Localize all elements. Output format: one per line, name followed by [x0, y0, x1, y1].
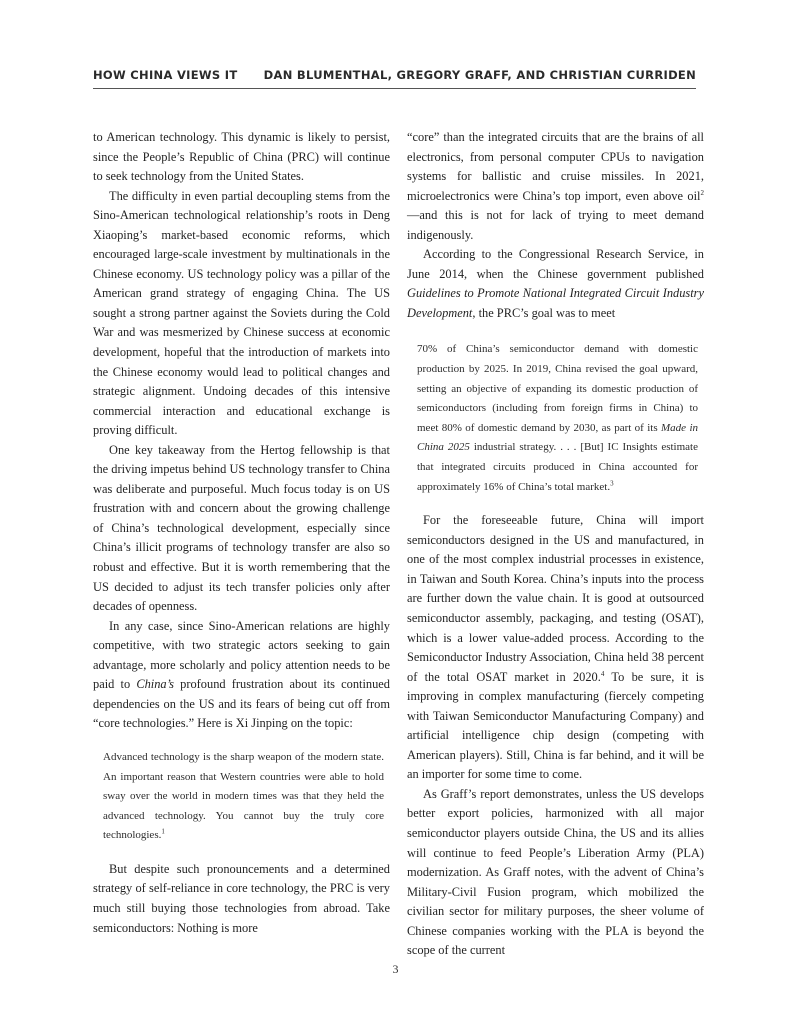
left-paragraph-4: [93, 617, 390, 734]
left-paragraph-4-text-b: profound frustration about its continued dependencies on the US and its fears of being cut off from “core technologies.” Here is Xi Jinping on the topic:: [93, 677, 390, 731]
right-paragraph-3: [407, 511, 704, 785]
running-header: [93, 66, 696, 89]
right-paragraph-2-text-b: , the PRC’s goal was to meet: [472, 305, 616, 320]
right-paragraph-1: [407, 128, 704, 245]
crs-quote-text-a: 70% of China’s semiconductor demand with domestic production by 2025. In 2019, China revised the goal upward, setting an objective of expanding its domestic production of semiconductors (including from foreign firms in China) to meet 80% of domestic demand by 2030, as part of its: [417, 343, 698, 434]
left-paragraph-1: to American technology. This dynamic is likely to persist, since the People’s Republic of China (PRC) will continue to seek technology from the United States.: [93, 130, 390, 184]
footnote-marker-4: 4: [600, 669, 605, 678]
running-header-title: HOW CHINA VIEWS IT: [93, 68, 238, 82]
right-paragraph-1-text-b: —and this is not for lack of trying to meet demand indigenously.: [407, 208, 704, 242]
right-paragraph-2: [407, 245, 704, 323]
right-paragraph-3-text-b: To be sure, it is improving in complex manufacturing (fiercely competing with Taiwan Semiconductor Manufacturing Company) and artificial intelligence chip design (competing with American players). Still, China is far behind, and it will be an importer for some time to come.: [407, 669, 705, 782]
footnote-marker-2: 2: [700, 188, 704, 197]
footnote-marker-3: 3: [610, 478, 614, 487]
running-header-authors: DAN BLUMENTHAL, GREGORY GRAFF, AND CHRISTIAN CURRIDEN: [263, 68, 696, 82]
left-paragraph-3: One key takeaway from the Hertog fellowship is that the driving impetus behind US technology transfer to China was deliberate and purposeful. Much focus today is on US frustration with and concern about the growing challenge of China’s technological development, especially since China’s illicit programs of technology transfer are also so robust and effective. But it is worth remembering that the US decided to adjust its tech transfer policies only after decades of openness.: [93, 442, 390, 614]
right-paragraph-2-italic: Guidelines to Promote National Integrated Circuit Industry Development: [407, 286, 704, 320]
right-paragraph-1-text-a: “core” than the integrated circuits that are the brains of all electronics, from personal computer CPUs to navigation systems for ballistic and cruise missiles. In 2021, microelectronics were China’s top import, even above oil: [407, 130, 704, 203]
crs-quote-text-b: industrial strategy. . . . [But] IC Insights estimate that integrated circuits produced in China accounted for approximately 16% of China’s total market.: [417, 441, 698, 493]
left-paragraph-4-italic: China’s: [136, 677, 174, 692]
footnote-marker-1: 1: [161, 827, 165, 836]
left-paragraph-4-text-a: In any case, since Sino-American relations are highly competitive, with two strategic actors seeking to gain advantage, more scholarly and policy attention needs to be paid to: [93, 618, 390, 692]
xi-jinping-quote-text: Advanced technology is the sharp weapon of the modern state. An important reason that Western countries were able to hold sway over the world in modern times was that they held the advanced technology. You cannot buy the truly core technologies.: [103, 750, 384, 842]
left-column: [93, 128, 390, 938]
left-paragraph-2: The difficulty in even partial decoupling stems from the Sino-American technological relationship’s roots in Deng Xiaoping’s market-based economic reforms, which encouraged large-scale investment by multinationals in the Chinese economy. US technology policy was a pillar of the American grand strategy of engaging China. The US sought a strong partner against the Soviets during the Cold War and was mesmerized by Chinese success at economic development, hopeful that the introduction of markets into the Chinese economy would lead to political changes and strategic alignment. Undoing decades of this intensive commercial interaction and educational exchange is proving difficult.: [93, 188, 390, 438]
left-paragraph-5: But despite such pronouncements and a determined strategy of self-reliance in core technology, the PRC is very much still buying those technologies from abroad. Take semiconductors: Nothing is more: [93, 861, 390, 935]
xi-jinping-quote: [93, 748, 390, 846]
right-paragraph-3-text-a: For the foreseeable future, China will import semiconductors designed in the US and manufactured, in one of the most complex industrial processes in existence, in Taiwan and South Korea. China’s inputs into the process are further down the value chain. It is good at outsourced semiconductor assembly, packaging, and testing (OSAT), which is a lower value-added process. According to the Semiconductor Industry Association, China held 38 percent of the total OSAT market in 2020.: [407, 513, 704, 684]
right-paragraph-2-text-a: According to the Congressional Research Service, in June 2014, when the Chinese government published: [407, 247, 704, 281]
crs-quote-italic: Made in China 2025: [417, 421, 698, 454]
page-number: 3: [392, 962, 399, 976]
right-column: [407, 128, 704, 961]
right-paragraph-4: As Graff’s report demonstrates, unless the US develops better export policies, harmonized with all major semiconductor players outside China, the US and its allies will continue to feed People’s Liberation Army (PLA) modernization. As Graff notes, with the advent of China’s Military-Civil Fusion program, which mobilized the civilian sector for military purposes, the sheer volume of Chinese companies working with the PLA is beyond the scope of the current: [407, 786, 704, 958]
crs-quote: [407, 340, 704, 497]
